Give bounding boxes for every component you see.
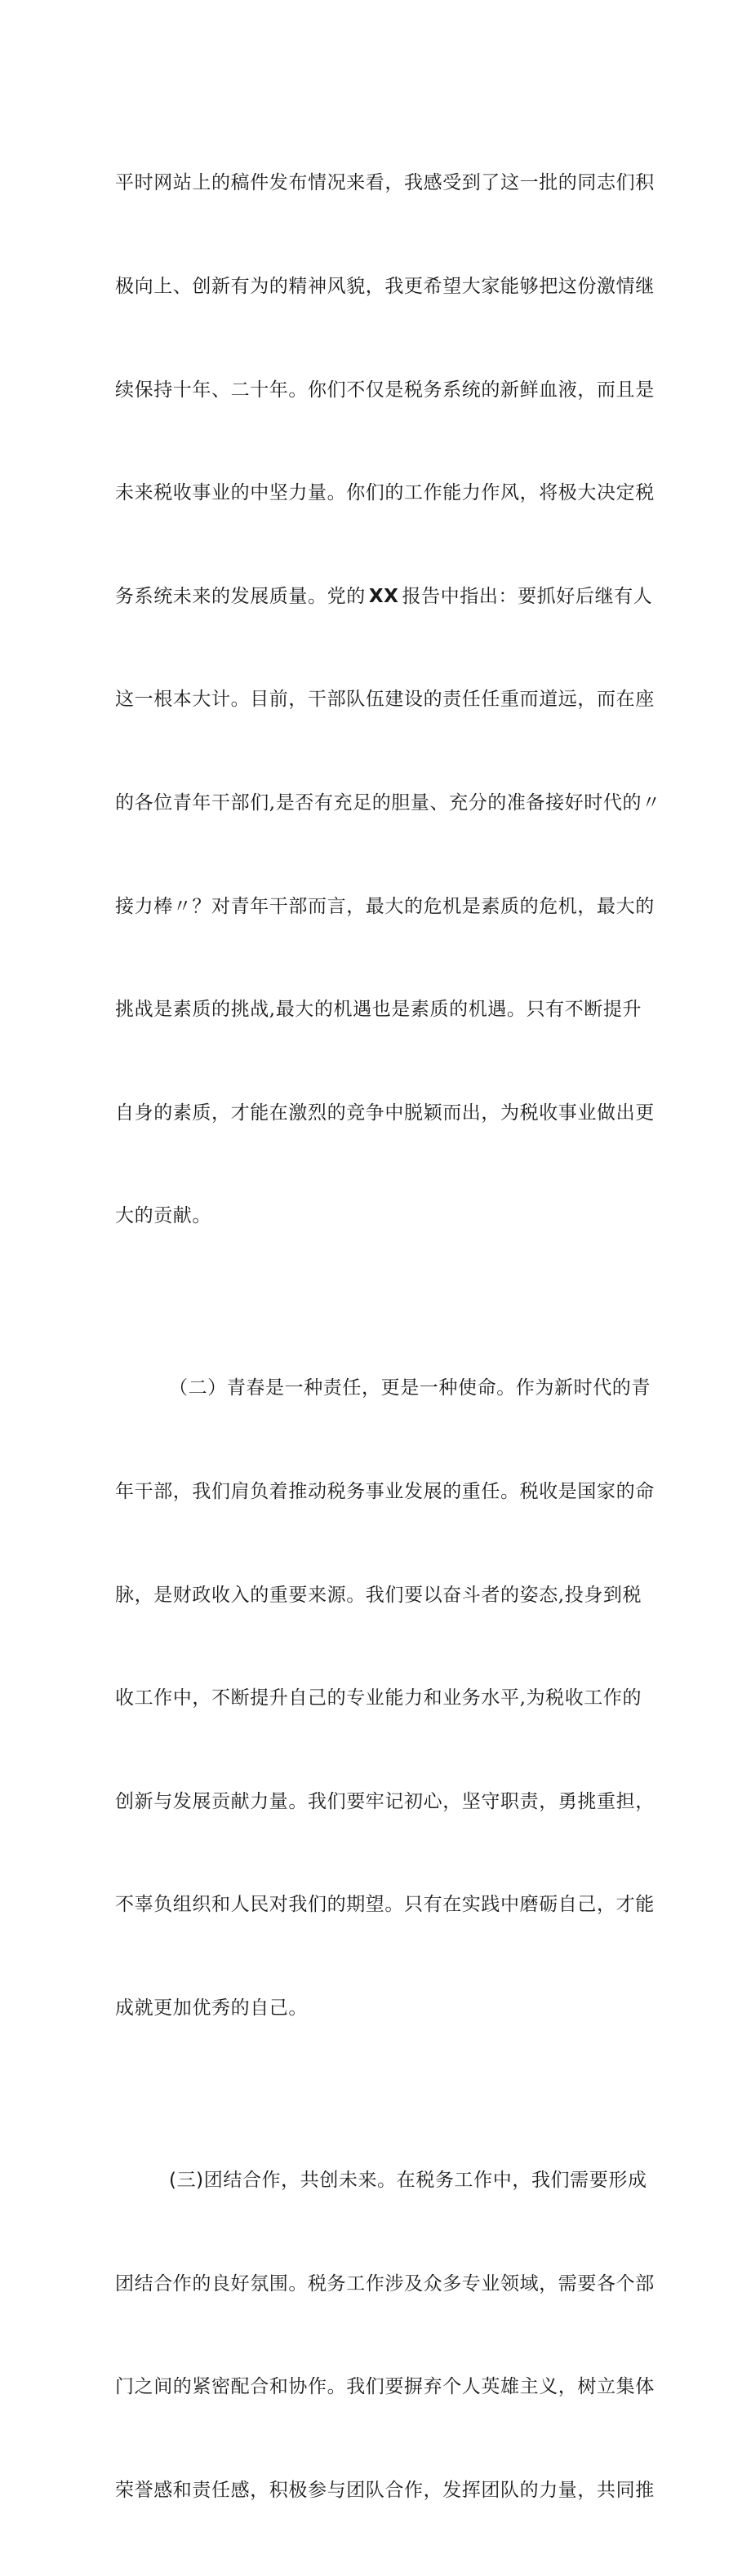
- text-line: 未来税收事业的中坚力量。你们的工作能力作风，将极大决定税: [115, 476, 647, 510]
- text-line: 年干部，我们肩负着推动税务事业发展的重任。税收是国家的命: [115, 1474, 647, 1509]
- text-line: 接力棒〃？对青年干部而言，最大的危机是素质的危机，最大的: [115, 889, 647, 924]
- text-line: 不辜负组织和人民对我们的期望。只有在实践中磨砺自己，才能: [115, 1887, 647, 1922]
- text-line: 平时网站上的稿件发布情况来看，我感受到了这一批的同志们积: [115, 166, 647, 200]
- text-line: 收工作中，不断提升自己的专业能力和业务水平,为税收工作的: [115, 1681, 647, 1715]
- document-body: [115, 97, 647, 2576]
- text-line: 大的贡献。: [115, 1199, 647, 1233]
- text-line: 极向上、创新有为的精神风貌，我更希望大家能够把这份激情继: [115, 269, 647, 304]
- section-label: （二）: [169, 1377, 227, 1399]
- bold-placeholder-xx: XX: [369, 586, 399, 607]
- text-segment: 团结合作，共创未来。在税务工作中，我们需要形成: [204, 2170, 647, 2191]
- document-page: [0, 0, 751, 1062]
- paragraph-3: [115, 2095, 647, 2576]
- section-label: (三): [169, 2170, 204, 2191]
- text-line-first: [115, 1371, 647, 1405]
- text-line: 的各位青年干部们,是否有充足的胆量、充分的准备接好时代的〃: [115, 786, 647, 820]
- text-line: 自身的素质，才能在激烈的竞争中脱颖而出，为税收事业做出更: [115, 1096, 647, 1130]
- text-line: 成就更加优秀的自己。: [115, 1991, 647, 2025]
- paragraph-1: [115, 97, 647, 1302]
- text-line: 创新与发展贡献力量。我们要牢记初心，坚守职责，勇挑重担，: [115, 1785, 647, 1819]
- paragraph-2: [115, 1302, 647, 2095]
- text-segment: 报告中指出：要抓好后继有人: [402, 586, 652, 607]
- text-line: 团结合作的良好氛围。税务工作涉及众多专业领域，需要各个部: [115, 2267, 647, 2301]
- text-line-with-bold: [115, 579, 647, 614]
- text-segment: 青春是一种责任，更是一种使命。作为新时代的青: [227, 1377, 651, 1399]
- text-line: 挑战是素质的挑战,最大的机遇也是素质的机遇。只有不断提升: [115, 992, 647, 1026]
- text-line: 续保持十年、二十年。你们不仅是税务系统的新鲜血液，而且是: [115, 373, 647, 407]
- text-line: 荣誉感和责任感，积极参与团队合作，发挥团队的力量，共同推: [115, 2473, 647, 2507]
- text-line-first: [115, 2163, 647, 2197]
- text-line: 这一根本大计。目前，干部队伍建设的责任任重而道远，而在座: [115, 682, 647, 716]
- text-segment: 务系统未来的发展质量。党的: [115, 586, 366, 607]
- text-line: 脉，是财政收入的重要来源。我们要以奋斗者的姿态,投身到税: [115, 1578, 647, 1612]
- text-line: 门之间的紧密配合和协作。我们要摒弃个人英雄主义，树立集体: [115, 2370, 647, 2404]
